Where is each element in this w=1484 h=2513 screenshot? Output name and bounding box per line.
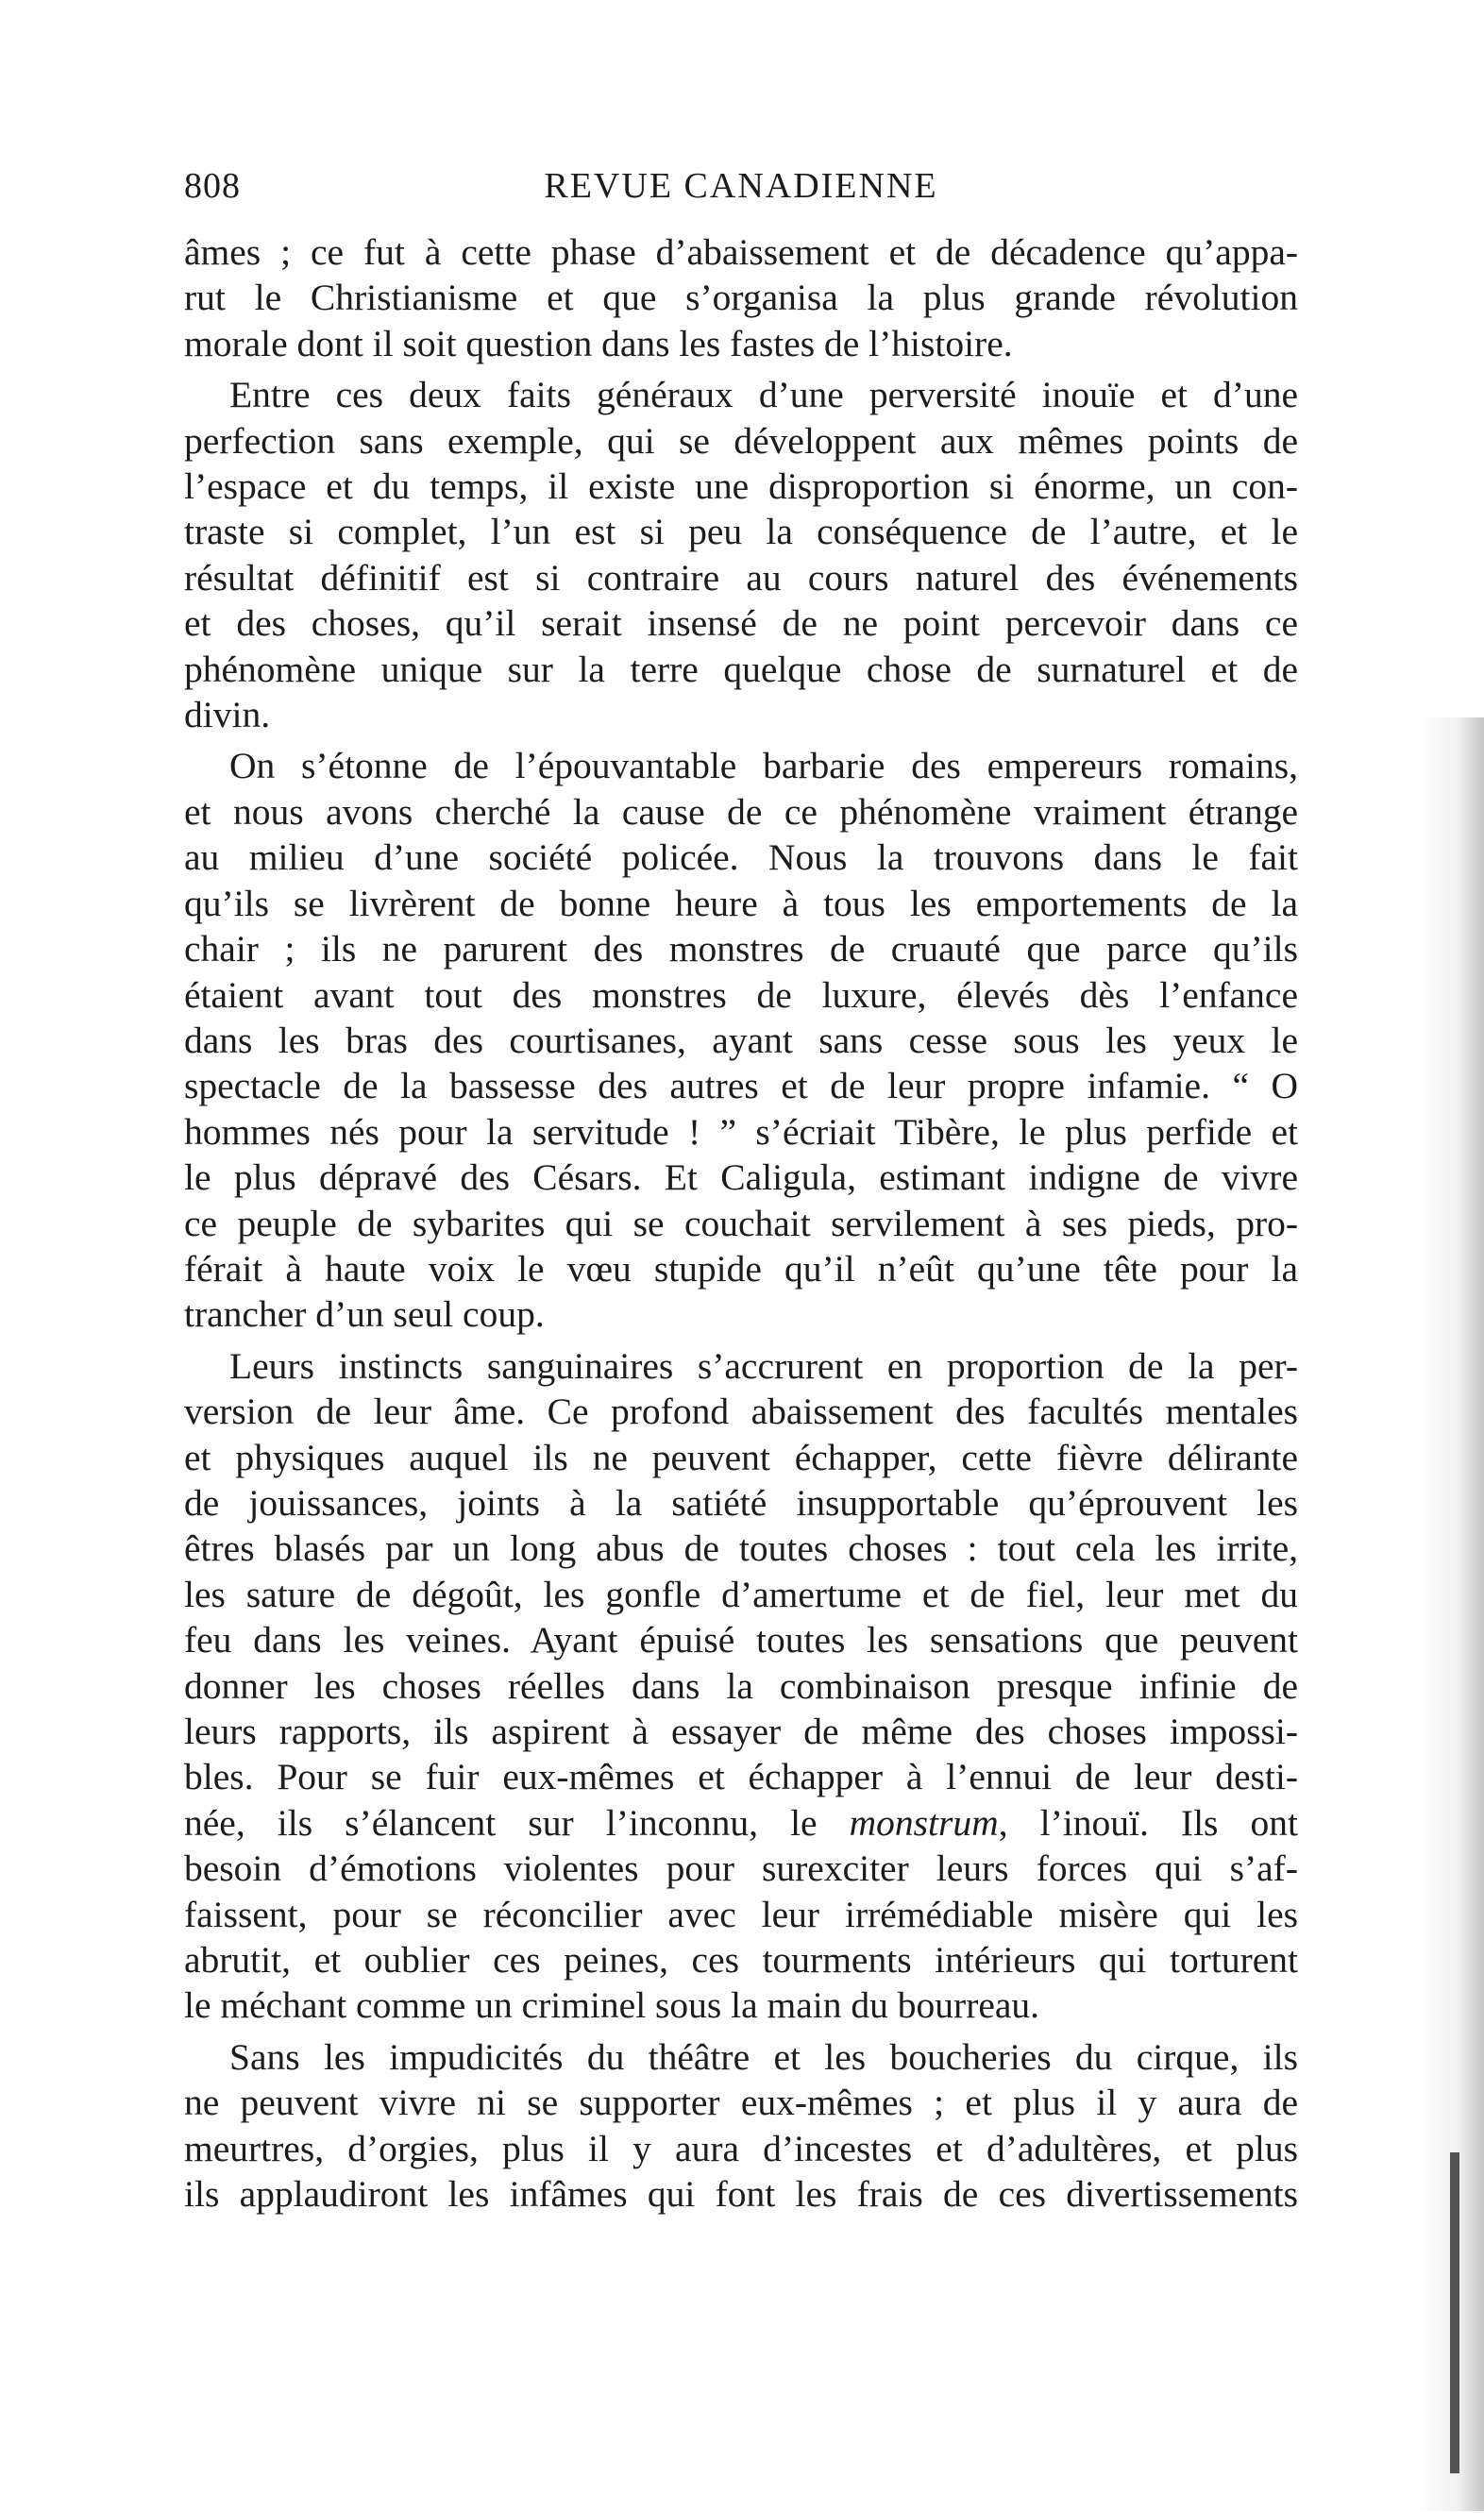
text-line: traste si complet, l’un est si peu la conséquence de l’autre, et le [184,511,1298,553]
paragraph [184,372,1298,737]
body-text [184,229,1298,2217]
paragraph [184,743,1298,1337]
paragraph [184,229,1298,366]
paragraph [184,2034,1298,2218]
text-line: et physiques auquel ils ne peuvent échapper, cette fièvre délirante [184,1436,1298,1478]
text-line: version de leur âme. Ce profond abaissement des facultés mentales [184,1391,1298,1433]
text-line: née, ils s’élancent sur l’inconnu, le monstrum, l’inouï. Ils ont [184,1801,1298,1844]
text-line: ce peuple de sybarites qui se couchait servilement à ses pieds, pro- [184,1202,1298,1244]
text-line: bles. Pour se fuir eux-mêmes et échapper à l’ennui de leur desti- [184,1756,1298,1798]
text-line: Sans les impudicités du théâtre et les boucheries du cirque, ils [229,2035,1298,2078]
text-line: donner les choses réelles dans la combinaison presque infinie de [184,1664,1298,1707]
text-line: hommes nés pour la servitude ! ” s’écriait Tibère, le plus perfide et [184,1110,1298,1153]
running-head [184,165,1298,222]
text-line: meurtres, d’orgies, plus il y aura d’incestes et d’adultères, et plus [184,2127,1298,2169]
text-line: l’espace et du temps, il existe une disproportion si énorme, un con- [184,465,1298,508]
text-line: le méchant comme un criminel sous la main du bourreau. [184,1984,1040,2027]
text-line: feu dans les veines. Ayant épuisé toutes les sensations que peuvent [184,1619,1298,1661]
text-line: morale dont il soit question dans les fastes de l’histoire. [184,322,1013,364]
text-line: de jouissances, joints à la satiété insupportable qu’éprouvent les [184,1481,1298,1524]
text-line: qu’ils se livrèrent de bonne heure à tous les emportements de la [184,882,1298,924]
text-line: faissent, pour se réconcilier avec leur irrémédiable misère qui les [184,1893,1298,1935]
text-line: ne peuvent vivre ni se supporter eux-mêmes ; et plus il y aura de [184,2082,1298,2124]
page [184,165,1298,2217]
text-line: et des choses, qu’il serait insensé de ne point percevoir dans ce [184,602,1298,645]
page-number: 808 [184,166,241,206]
paragraph [184,1343,1298,2029]
text-line: besoin d’émotions violentes pour surexciter leurs forces qui s’af- [184,1847,1298,1890]
text-line: et nous avons cherché la cause de ce phénomène vraiment étrange [184,790,1298,833]
text-line: phénomène unique sur la terre quelque chose de surnaturel et de [184,648,1298,690]
text-line: spectacle de la bassesse des autres et de leur propre infamie. “ O [184,1065,1298,1107]
text-line: dans les bras des courtisanes, ayant sans cesse sous les yeux le [184,1019,1298,1061]
text-line: âmes ; ce fut à cette phase d’abaissement et de décadence qu’appa- [184,231,1298,273]
text-line: perfection sans exemple, qui se développent aux mêmes points de [184,419,1298,462]
text-line: divin. [184,694,271,736]
text-line: les sature de dégoût, les gonfle d’amertume et de fiel, leur met du [184,1573,1298,1615]
text-line: abrutit, et oublier ces peines, ces tourments intérieurs qui torturent [184,1939,1298,1982]
scan-binding-mark [1450,2152,1459,2473]
text-line: rut le Christianisme et que s’organisa la plus grande révolution [184,277,1298,319]
text-line: ils applaudiront les infâmes qui font les frais de ces divertissements [184,2173,1298,2216]
text-line: Entre ces deux faits généraux d’une perversité inouïe et d’une [229,374,1298,416]
text-line: Leurs instincts sanguinaires s’accrurent en proportion de la per- [229,1344,1298,1387]
text-line: résultat définitif est si contraire au cours naturel des événements [184,556,1298,599]
text-line: étaient avant tout des monstres de luxure, élevés dès l’enfance [184,973,1298,1016]
text-line: On s’étonne de l’épouvantable barbarie des empereurs romains, [229,745,1298,787]
journal-title: REVUE CANADIENNE [544,166,938,206]
text-line: férait à haute voix le vœu stupide qu’il n’eût qu’une tête pour la [184,1247,1298,1290]
text-line: leurs rapports, ils aspirent à essayer de même des choses impossi- [184,1711,1298,1752]
text-line: chair ; ils ne parurent des monstres de cruauté que parce qu’ils [184,928,1298,970]
text-line: trancher d’un seul coup. [184,1293,545,1336]
text-line: au milieu d’une société policée. Nous la trouvons dans le fait [184,836,1298,879]
text-line: êtres blasés par un long abus de toutes choses : tout cela les irrite, [184,1527,1298,1570]
text-line: le plus dépravé des Césars. Et Caligula, estimant indigne de vivre [184,1156,1298,1199]
